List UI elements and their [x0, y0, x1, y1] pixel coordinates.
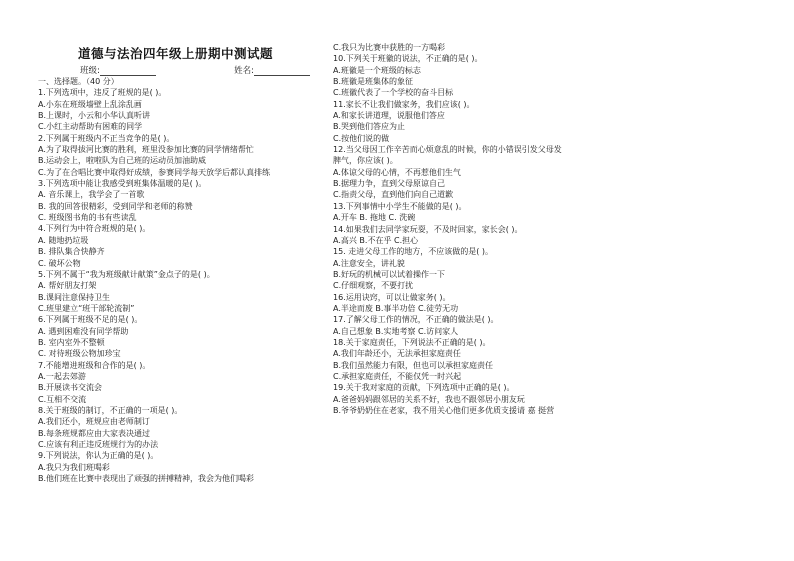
student-info	[80, 64, 310, 76]
question-line: A. 音乐课上，我学会了一首歌	[38, 190, 145, 200]
question-line: 7.不能增进班级和合作的是( )。	[38, 360, 151, 370]
question-line: B.班徽是班集体的象征	[333, 77, 414, 87]
question-line: B.好玩的机械可以试着操作一下	[333, 269, 446, 279]
question-line: A.高兴 B.不在乎 C.担心	[333, 235, 419, 245]
page-title: 道德与法治四年级上册期中测试题	[78, 46, 274, 61]
question-line: C.按他们说的做	[333, 133, 390, 143]
question-line: 13.下列事情中小学生不能做的是( )。	[333, 201, 467, 211]
question-line: C.承担家庭责任，不能仅凭一时兴起	[333, 371, 462, 381]
question-line: 1.下列选项中，违反了班规的是( )。	[38, 88, 167, 98]
question-line: 6.下列属于班级不足的是( )。	[38, 315, 143, 325]
question-line: B. 我的回答很精彩，受到同学和老师的称赞	[38, 201, 193, 211]
question-line: B.每条班规都应由大家表决通过	[38, 428, 151, 438]
question-line: C.指责父母，直到他们向自己道歉	[333, 190, 454, 200]
question-line: C.我只为比赛中获胜的一方喝彩	[333, 43, 446, 52]
left-column	[38, 76, 328, 484]
question-line: B. 排队集合快静齐	[38, 247, 105, 257]
class-label: 班级:	[80, 66, 100, 76]
question-line: 18.关于家庭责任，下列说法不正确的是( )。	[333, 337, 491, 347]
question-line: 9.下列说法，你认为正确的是( )。	[38, 451, 159, 461]
question-line: 4.下列行为中符合班规的是( )。	[38, 224, 151, 234]
question-line: A.我只为我们班喝彩	[38, 462, 110, 472]
question-line: 脾气，你应该( )。	[333, 156, 398, 166]
question-line: C. 班级图书角的书有些读乱	[38, 213, 137, 223]
name-blank	[254, 66, 310, 76]
question-line: B.上课时，小云和小华认真听讲	[38, 111, 151, 121]
question-line: A. 遇到困难没有同学帮助	[38, 326, 129, 336]
question-line: A.为了取得拔河比赛的胜利，班里没参加比赛的同学情绪帮忙	[38, 145, 254, 155]
question-line: A.自己想象 B.实地考察 C.访问家人	[333, 326, 459, 336]
question-line: A.爸爸妈妈跟邻居的关系不好，我也不跟邻居小朋友玩	[333, 394, 525, 404]
question-line: C.为了在合唱比赛中取得好成绩，参赛同学每天放学后都认真排练	[38, 167, 271, 177]
question-line: B.运动会上，啦啦队为自己班的运动员加油助威	[38, 156, 207, 166]
question-line: A.一起去郊游	[38, 371, 86, 381]
question-line: B.课间注意保持卫生	[38, 292, 111, 302]
question-line: 一、选择题。（40 分）	[38, 77, 119, 86]
question-line: B.据理力争，直到父母原谅自己	[333, 179, 446, 189]
question-line: A.和家长讲道理，说服他们答应	[333, 111, 445, 121]
question-line: 15. 走进父母工作的地方，不应该做的是( )。	[333, 247, 494, 257]
question-line: C.班徽代表了一个学校的奋斗目标	[333, 88, 454, 98]
question-line: 2.下列属于班级内不正当竞争的是( )。	[38, 133, 175, 143]
question-line: A.我们还小，班规应由老师制订	[38, 417, 150, 427]
question-line: A.开车 B. 拖地 C. 洗碗	[333, 213, 416, 223]
question-line: A.注意安全，讲礼貌	[333, 258, 405, 268]
question-line: 17.了解父母工作的情况，不正确的做法是( )。	[333, 315, 499, 325]
question-line: A.我们年龄还小，无法承担家庭责任	[333, 349, 461, 359]
question-line: A.半途而废 B.事半功倍 C.徒劳无功	[333, 303, 459, 313]
question-line: C. 对待班级公物加珍宝	[38, 349, 121, 359]
question-line: C.互相不交流	[38, 394, 87, 404]
question-line: B.他们班在比赛中表现出了顽强的拼搏精神，我会为他们喝彩	[38, 474, 255, 484]
question-line: A. 随地扔垃圾	[38, 235, 89, 245]
question-line: 16.运用诀窍，可以让做家务( )。	[333, 292, 451, 302]
question-line: 5.下列不属于“我为班级献计献策”金点子的是( )。	[38, 269, 215, 279]
class-field	[80, 64, 156, 76]
name-label: 姓名:	[234, 66, 254, 76]
question-line: 19.关于我对家庭的贡献，下列选项中正确的是( )。	[333, 383, 515, 393]
right-column	[333, 42, 773, 416]
question-line: 12.当父母因工作辛苦而心烦意乱的时候，你的小错误引发父母发	[333, 145, 562, 155]
question-line: C. 破坏公物	[38, 258, 81, 268]
question-line: A. 帮好朋友打架	[38, 281, 97, 291]
question-line: C.应该有利正违反班规行为的办法	[38, 440, 159, 449]
question-line: A.体谅父母的心情，不再惹他们生气	[333, 167, 461, 177]
question-line: 11.家长不让我们做家务，我们应该( )。	[333, 99, 475, 109]
question-line: B.哭到他们答应为止	[333, 122, 406, 132]
question-line: B.开展读书交流会	[38, 383, 103, 393]
question-line: 8.关于班级的制订，不正确的一项是( )。	[38, 405, 183, 415]
question-line: B.爷爷奶奶住在老家，我不用关心他们更多优质支援请 嘉 挺营	[333, 406, 555, 415]
question-line: B.我们虽然能力有限，但也可以承担家庭责任	[333, 360, 494, 370]
question-line: 3.下列选项中能让我感受到班集体温暖的是( )。	[38, 179, 207, 189]
question-line: C.班里建立“班干部轮流制”	[38, 303, 135, 313]
question-line: B. 室内室外不整顿	[38, 337, 105, 347]
question-line: 14.如果我们去同学家玩耍，不及时回家，家长会( )。	[333, 224, 523, 234]
question-line: 10.下列关于班徽的说法，不正确的是( )。	[333, 54, 483, 64]
class-blank	[100, 66, 156, 76]
question-line: A.班徽是一个班级的标志	[333, 65, 421, 75]
question-line: C.仔细观察，不要打扰	[333, 281, 414, 291]
name-field	[234, 64, 310, 76]
question-line: A.小东在班级墙壁上乱涂乱画	[38, 99, 142, 109]
question-line: C.小红主动帮助有困难的同学	[38, 122, 143, 132]
